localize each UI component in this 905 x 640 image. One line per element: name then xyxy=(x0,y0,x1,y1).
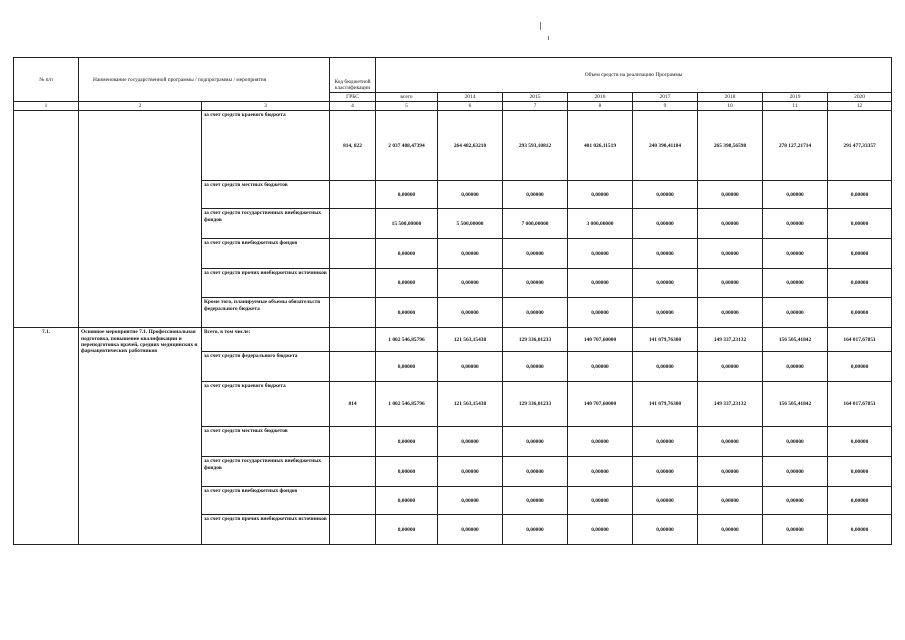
amount-cell: 15 500,00000 xyxy=(376,209,438,239)
header-name: Наименование государственной программы / подпрограммы / мероприятия xyxy=(79,58,330,102)
header-code: Код бюджетной классификации xyxy=(330,58,376,93)
amount-cell: 0,00000 xyxy=(438,269,503,298)
amount-cell: 0,00000 xyxy=(503,181,568,209)
amount-cell: 0,00000 xyxy=(376,515,438,545)
column-number: 2 xyxy=(79,102,202,111)
amount-cell: 0,00000 xyxy=(503,298,568,328)
amount-cell: 140 707,60000 xyxy=(568,382,633,427)
header-year: 2014 xyxy=(438,93,503,102)
amount-cell: 1 002 546,85796 xyxy=(376,382,438,427)
amount-cell: 3 000,00000 xyxy=(568,209,633,239)
amount-cell: 121 563,15438 xyxy=(438,382,503,427)
table-row xyxy=(14,111,892,181)
amount-cell: 0,00000 xyxy=(438,298,503,328)
header-year: 2016 xyxy=(568,93,633,102)
amount-cell: 7 000,00000 xyxy=(503,209,568,239)
table-row xyxy=(14,328,892,352)
amount-cell: 0,00000 xyxy=(376,181,438,209)
row-label: за счет средств государственных внебюджетных фондов xyxy=(202,209,330,239)
grbs-code xyxy=(330,328,376,352)
row-label: за счет средств краевого бюджета xyxy=(202,111,330,181)
amount-cell: 0,00000 xyxy=(376,298,438,328)
amount-cell: 141 079,76300 xyxy=(633,382,698,427)
amount-cell: 0,00000 xyxy=(438,515,503,545)
amount-cell: 0,00000 xyxy=(698,487,763,515)
amount-cell: 0,00000 xyxy=(633,181,698,209)
empty-name-cell xyxy=(79,111,202,328)
column-number: 5 xyxy=(376,102,438,111)
amount-cell: 0,00000 xyxy=(633,209,698,239)
amount-cell: 0,00000 xyxy=(438,352,503,382)
amount-cell: 265 398,56598 xyxy=(698,111,763,181)
amount-cell: 0,00000 xyxy=(503,457,568,487)
grbs-code xyxy=(330,352,376,382)
amount-cell: 291 477,33357 xyxy=(828,111,892,181)
amount-cell: 121 563,15438 xyxy=(438,328,503,352)
amount-cell: 0,00000 xyxy=(763,487,828,515)
column-number: 10 xyxy=(698,102,763,111)
column-number: 11 xyxy=(763,102,828,111)
amount-cell: 0,00000 xyxy=(828,352,892,382)
row-label: за счет средств прочих внебюджетных источников xyxy=(202,515,330,545)
amount-cell: 164 017,67851 xyxy=(828,382,892,427)
amount-cell: 293 593,10812 xyxy=(503,111,568,181)
scan-mark xyxy=(540,22,541,30)
amount-cell: 0,00000 xyxy=(763,181,828,209)
amount-cell: 0,00000 xyxy=(568,298,633,328)
amount-cell: 0,00000 xyxy=(438,457,503,487)
amount-cell: 264 482,63210 xyxy=(438,111,503,181)
amount-cell: 0,00000 xyxy=(376,427,438,457)
amount-cell: 0,00000 xyxy=(568,457,633,487)
amount-cell: 0,00000 xyxy=(698,269,763,298)
header-grbs: ГРБС xyxy=(330,93,376,102)
amount-cell: 0,00000 xyxy=(376,239,438,269)
amount-cell: 0,00000 xyxy=(763,209,828,239)
amount-cell: 240 390,41184 xyxy=(633,111,698,181)
header-year: 2018 xyxy=(698,93,763,102)
column-number: 6 xyxy=(438,102,503,111)
row-label: Всего, в том числе: xyxy=(202,328,330,352)
amount-cell: 0,00000 xyxy=(503,352,568,382)
grbs-code xyxy=(330,269,376,298)
amount-cell: 0,00000 xyxy=(568,239,633,269)
amount-cell: 0,00000 xyxy=(503,487,568,515)
amount-cell: 164 017,67851 xyxy=(828,328,892,352)
column-number: 12 xyxy=(828,102,892,111)
grbs-code xyxy=(330,427,376,457)
amount-cell: 0,00000 xyxy=(568,487,633,515)
empty-num-cell xyxy=(14,111,79,328)
amount-cell: 0,00000 xyxy=(828,298,892,328)
amount-cell: 140 707,60000 xyxy=(568,328,633,352)
amount-cell: 0,00000 xyxy=(763,298,828,328)
amount-cell: 0,00000 xyxy=(698,427,763,457)
amount-cell: 0,00000 xyxy=(698,457,763,487)
amount-cell: 0,00000 xyxy=(633,487,698,515)
column-number: 3 xyxy=(202,102,330,111)
scan-mark xyxy=(548,36,549,40)
amount-cell: 0,00000 xyxy=(376,487,438,515)
amount-cell: 0,00000 xyxy=(633,239,698,269)
group-number: 7.1. xyxy=(14,328,79,545)
amount-cell: 0,00000 xyxy=(633,298,698,328)
budget-table xyxy=(13,57,892,545)
amount-cell: 0,00000 xyxy=(763,515,828,545)
grbs-code xyxy=(330,239,376,269)
amount-cell: 2 037 488,47394 xyxy=(376,111,438,181)
group-name: Основное мероприятие 7.1. Профессиональная подготовка, повышение квалификации и переподготовка врачей, средних медицинских и фармацевтических работников xyxy=(79,328,202,545)
header-year: всего xyxy=(376,93,438,102)
amount-cell: 0,00000 xyxy=(828,515,892,545)
amount-cell: 129 336,01233 xyxy=(503,328,568,352)
row-label: за счет средств государственных внебюджетных фондов xyxy=(202,457,330,487)
amount-cell: 0,00000 xyxy=(698,181,763,209)
row-label: Кроме того, планируемые объемы обязательств федерального бюджета xyxy=(202,298,330,328)
amount-cell: 0,00000 xyxy=(503,269,568,298)
amount-cell: 0,00000 xyxy=(376,457,438,487)
amount-cell: 0,00000 xyxy=(698,298,763,328)
amount-cell: 0,00000 xyxy=(698,352,763,382)
amount-cell: 278 127,21714 xyxy=(763,111,828,181)
amount-cell: 0,00000 xyxy=(568,515,633,545)
row-label: за счет средств федерального бюджета xyxy=(202,352,330,382)
amount-cell: 0,00000 xyxy=(698,515,763,545)
grbs-code: 814, 822 xyxy=(330,111,376,181)
amount-cell: 129 336,01233 xyxy=(503,382,568,427)
row-label: за счет средств местных бюджетов xyxy=(202,181,330,209)
amount-cell: 149 337,23132 xyxy=(698,328,763,352)
amount-cell: 0,00000 xyxy=(568,427,633,457)
amount-cell: 0,00000 xyxy=(633,427,698,457)
amount-cell: 0,00000 xyxy=(376,269,438,298)
grbs-code xyxy=(330,298,376,328)
amount-cell: 0,00000 xyxy=(763,239,828,269)
amount-cell: 141 079,76300 xyxy=(633,328,698,352)
amount-cell: 0,00000 xyxy=(763,352,828,382)
grbs-code xyxy=(330,209,376,239)
amount-cell: 0,00000 xyxy=(763,269,828,298)
column-number: 4 xyxy=(330,102,376,111)
amount-cell: 0,00000 xyxy=(828,269,892,298)
header-year: 2017 xyxy=(633,93,698,102)
amount-cell: 0,00000 xyxy=(438,181,503,209)
grbs-code xyxy=(330,487,376,515)
header-year: 2020 xyxy=(828,93,892,102)
header-num: № п/п xyxy=(14,58,79,102)
amount-cell: 0,00000 xyxy=(503,515,568,545)
amount-cell: 0,00000 xyxy=(503,239,568,269)
grbs-code xyxy=(330,457,376,487)
amount-cell: 0,00000 xyxy=(438,239,503,269)
amount-cell: 0,00000 xyxy=(633,352,698,382)
amount-cell: 0,00000 xyxy=(503,427,568,457)
header-year: 2015 xyxy=(503,93,568,102)
amount-cell: 149 337,23132 xyxy=(698,382,763,427)
header-year: 2019 xyxy=(763,93,828,102)
amount-cell: 0,00000 xyxy=(438,487,503,515)
column-number: 1 xyxy=(14,102,79,111)
amount-cell: 156 505,41842 xyxy=(763,328,828,352)
column-number: 8 xyxy=(568,102,633,111)
grbs-code xyxy=(330,181,376,209)
amount-cell: 1 002 546,85796 xyxy=(376,328,438,352)
amount-cell: 401 026,11519 xyxy=(568,111,633,181)
amount-cell: 0,00000 xyxy=(828,239,892,269)
amount-cell: 0,00000 xyxy=(568,181,633,209)
amount-cell: 0,00000 xyxy=(438,427,503,457)
amount-cell: 0,00000 xyxy=(698,209,763,239)
amount-cell: 0,00000 xyxy=(698,239,763,269)
amount-cell: 156 505,41842 xyxy=(763,382,828,427)
amount-cell: 0,00000 xyxy=(763,457,828,487)
grbs-code: 814 xyxy=(330,382,376,427)
amount-cell: 0,00000 xyxy=(376,352,438,382)
amount-cell: 0,00000 xyxy=(633,269,698,298)
header-volume: Объем средств на реализацию Программы xyxy=(376,58,892,93)
row-label: за счет средств внебюджетных фондов xyxy=(202,239,330,269)
row-label: за счет средств прочих внебюджетных источников xyxy=(202,269,330,298)
column-number: 7 xyxy=(503,102,568,111)
row-label: за счет средств внебюджетных фондов xyxy=(202,487,330,515)
amount-cell: 0,00000 xyxy=(828,457,892,487)
amount-cell: 0,00000 xyxy=(568,269,633,298)
amount-cell: 0,00000 xyxy=(568,352,633,382)
amount-cell: 0,00000 xyxy=(633,457,698,487)
amount-cell: 0,00000 xyxy=(633,515,698,545)
amount-cell: 5 500,00000 xyxy=(438,209,503,239)
amount-cell: 0,00000 xyxy=(828,181,892,209)
row-label: за счет средств местных бюджетов xyxy=(202,427,330,457)
amount-cell: 0,00000 xyxy=(828,209,892,239)
amount-cell: 0,00000 xyxy=(828,427,892,457)
amount-cell: 0,00000 xyxy=(828,487,892,515)
column-number: 9 xyxy=(633,102,698,111)
row-label: за счет средств краевого бюджета xyxy=(202,382,330,427)
amount-cell: 0,00000 xyxy=(763,427,828,457)
grbs-code xyxy=(330,515,376,545)
